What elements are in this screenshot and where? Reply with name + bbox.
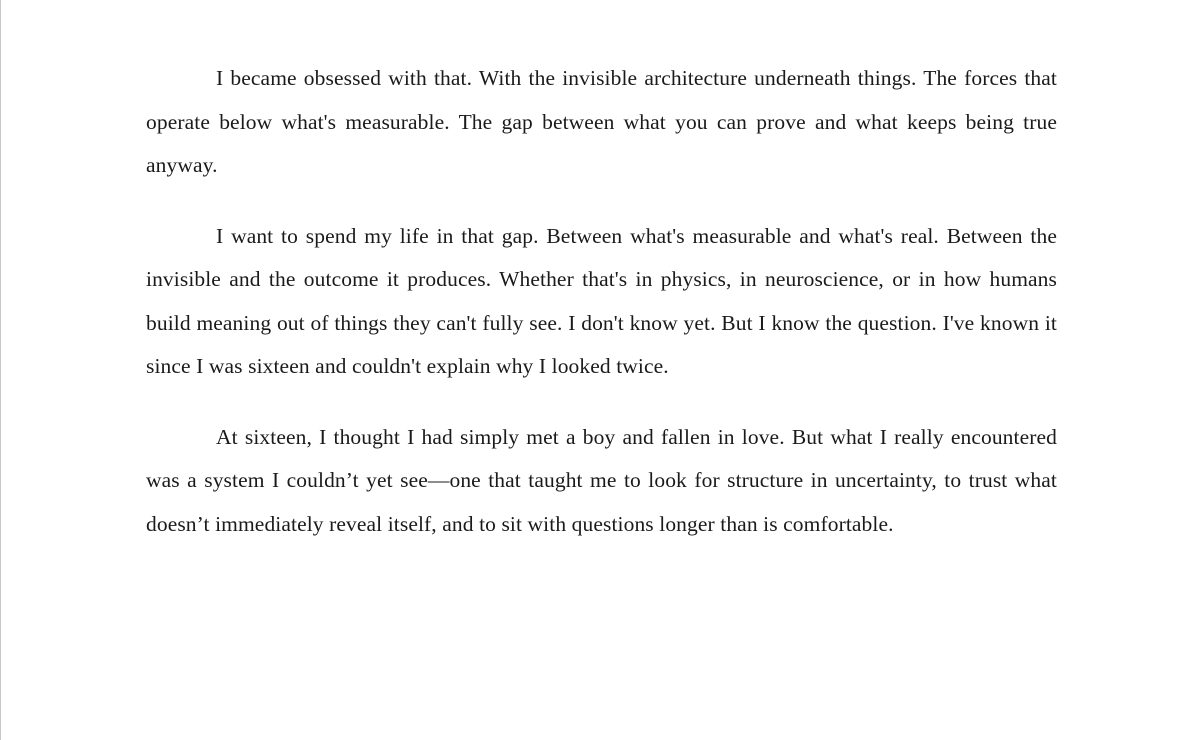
paragraph-3: At sixteen, I thought I had simply met a boy and fallen in love. But what I really encountered was a system I couldn’t yet see—one that taught me to look for structure in uncertainty, to trust what doesn’t immediately reveal itself, and to sit with questions longer than is comfortable. [146,424,1057,536]
document-body [146,57,1057,546]
paragraph-2: I want to spend my life in that gap. Between what's measurable and what's real. Between the invisible and the outcome it produces. Whether that's in physics, in neuroscience, or in how humans build meaning out of things they can't fully see. I don't know yet. But I know the question. I've known it since I was sixteen and couldn't explain why I looked twice. [146,223,1057,378]
paragraph-1: I became obsessed with that. With the invisible architecture underneath things. The forces that operate below what's measurable. The gap between what you can prove and what keeps being true anyway. [146,66,1057,177]
